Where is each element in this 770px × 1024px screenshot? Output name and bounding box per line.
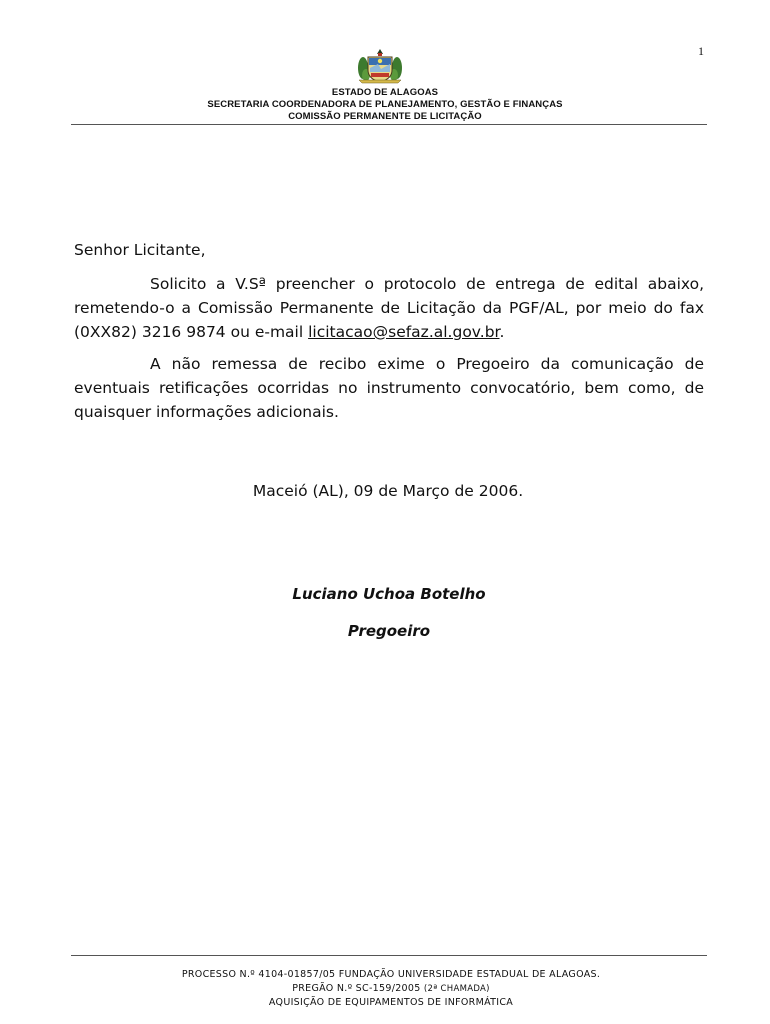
letter-paragraph-1 [74,272,704,344]
signatory-name: Luciano Uchoa Botelho [292,585,486,603]
document-header [0,87,770,123]
signatory-role: Pregoeiro [347,622,431,640]
letter-greeting: Senhor Licitante, [74,241,206,259]
header-state: ESTADO DE ALAGOAS [331,87,439,98]
header-secretariat: SECRETARIA COORDENADORA DE PLANEJAMENTO, GESTÃO E FINANÇAS [207,99,563,110]
footer-auction-number: PREGÃO N.º SC-159/2005 [292,982,424,994]
footer-subject: AQUISIÇÃO DE EQUIPAMENTOS DE INFORMÁTICA [268,997,514,1008]
paragraph-1-end: . [499,323,505,341]
letter-date: Maceió (AL), 09 de Março de 2006. [252,482,524,500]
footer-divider [71,955,707,956]
alagoas-coat-of-arms-icon [357,48,403,84]
letter-paragraph-2: A não remessa de recibo exime o Pregoeiro da comunicação de eventuais retificações ocorridas no instrumento convocatório, bem como, de quaisquer informações adicionais. [74,355,704,421]
page-number: 1 [698,44,704,58]
paragraph-1-text: Solicito a V.Sª preencher o protocolo de entrega de edital abaixo, remetendo-o a Comissão Permanente de Licitação da PGF/AL, por meio do fax (0XX82) 3216 9874 ou e-mail [74,275,704,341]
footer-auction-call: (2ª CHAMADA) [423,983,490,994]
header-commission: COMISSÃO PERMANENTE DE LICITAÇÃO [288,111,482,122]
letter-body [74,272,704,432]
footer-auction [0,982,770,997]
email-link[interactable]: licitacao@sefaz.al.gov.br [308,323,500,341]
document-footer [0,968,770,1010]
header-divider [71,124,707,125]
footer-process: PROCESSO N.º 4104-01857/05 FUNDAÇÃO UNIVERSIDADE ESTADUAL DE ALAGOAS. [181,969,601,980]
